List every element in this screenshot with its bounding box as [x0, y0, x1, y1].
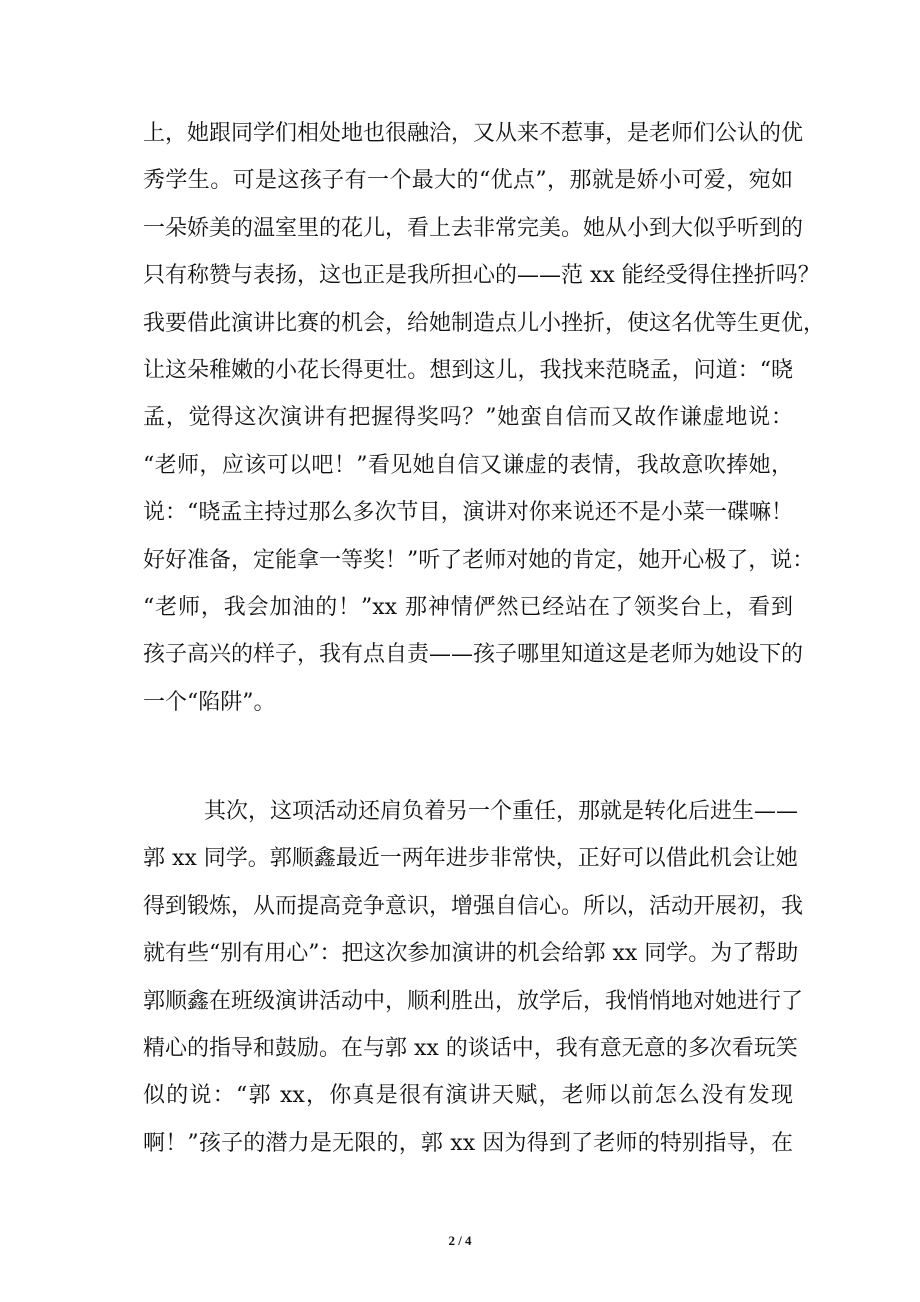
text-line: 秀学生。可是这孩子有一个最大的“优点”，那就是娇小可爱，宛如 [143, 168, 793, 194]
text-line: 其次，这项活动还肩负着另一个重任，那就是转化后进生—— [204, 799, 799, 824]
text-line: 得到锻炼，从而提高竞争意识，增强自信心。所以，活动开展初，我 [143, 893, 804, 919]
text-line: 说：“晓孟主持过那么多次节目，演讲对你来说还不是小菜一碟嘛！ [143, 500, 793, 526]
text-line: 孟，觉得这次演讲有把握得奖吗？”她蛮自信而又故作谦虚地说： [143, 405, 793, 431]
text-line: 似的说：“郭 xx，你真是很有演讲天赋，老师以前怎么没有发现 [143, 1083, 793, 1109]
text-line: 只有称赞与表扬，这也正是我所担心的——范 xx 能经受得住挫折吗？ [143, 263, 820, 289]
text-line: “老师，应该可以吧！”看见她自信又谦虚的表情，我故意吹捧她， [143, 452, 793, 478]
text-line: 郭顺鑫在班级演讲活动中，顺利胜出，放学后，我悄悄地对她进行了 [143, 988, 804, 1014]
paragraph-2 [143, 788, 804, 1167]
text-line: 孩子高兴的样子，我有点自责——孩子哪里知道这是老师为她设下的 [143, 642, 804, 668]
text-line: 精心的指导和鼓励。在与郭 xx 的谈话中，我有意无意的多次看玩笑 [143, 1035, 798, 1061]
text-line: 一朵娇美的温室里的花儿，看上去非常完美。她从小到大似乎听到的 [143, 215, 804, 241]
text-line: 让这朵稚嫩的小花长得更壮。想到这儿，我找来范晓孟，问道：“晓 [143, 357, 793, 383]
text-line: 好好准备，定能拿一等奖！”听了老师对她的肯定，她开心极了，说： [143, 547, 815, 573]
text-line: “老师，我会加油的！”xx 那神情俨然已经站在了领奖台上，看到 [143, 594, 793, 620]
text-line: 我要借此演讲比赛的机会，给她制造点儿小挫折，使这名优等生更优， [143, 310, 826, 336]
text-line: 就有些“别有用心”：把这次参加演讲的机会给郭 xx 同学。为了帮助 [143, 941, 799, 967]
text-line: 啊！”孩子的潜力是无限的，郭 xx 因为得到了老师的特别指导，在 [143, 1130, 793, 1156]
text-line: 一个“陷阱”。 [143, 689, 276, 715]
text-line: 郭 xx 同学。郭顺鑫最近一两年进步非常快，正好可以借此机会让她 [143, 846, 798, 872]
page-number: 2 / 4 [448, 1233, 472, 1248]
paragraph-1 [143, 110, 826, 726]
text-line: 上，她跟同学们相处地也很融洽，又从来不惹事，是老师们公认的优 [143, 121, 804, 146]
